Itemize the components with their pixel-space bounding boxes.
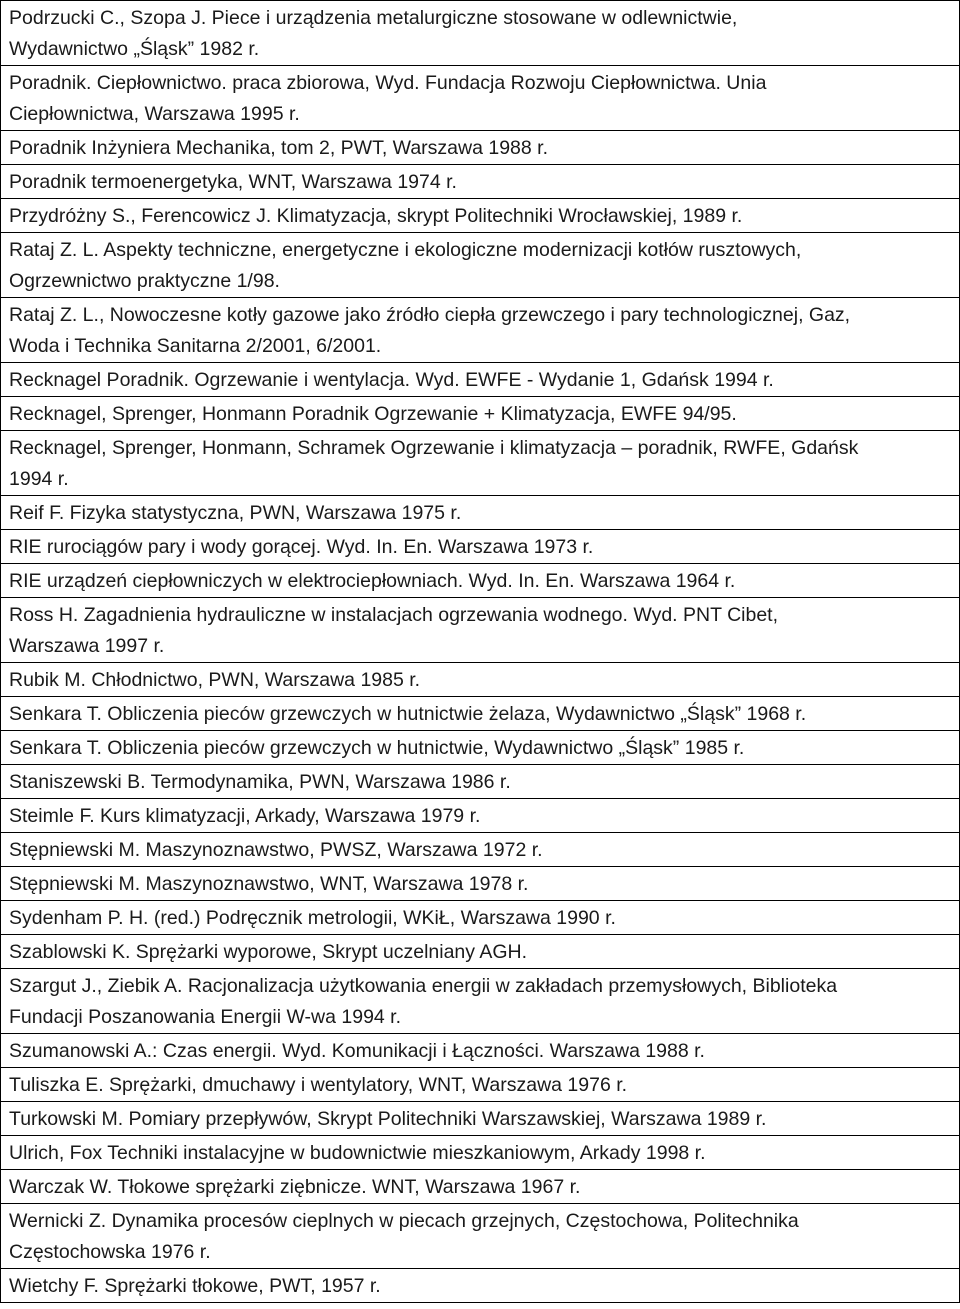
entry-text-line: Stępniewski M. Maszynoznawstwo, PWSZ, Warszawa 1972 r.: [9, 839, 543, 861]
entry-text-line: Turkowski M. Pomiary przepływów, Skrypt Politechniki Warszawskiej, Warszawa 1989 r.: [9, 1108, 767, 1130]
bibliography-entry: [1, 529, 959, 563]
entry-text-line: Woda i Technika Sanitarna 2/2001, 6/2001.: [9, 335, 382, 357]
entry-text-line: Recknagel Poradnik. Ogrzewanie i wentylacja. Wyd. EWFE - Wydanie 1, Gdańsk 1994 r.: [9, 369, 774, 391]
entry-text-line: Senkara T. Obliczenia pieców grzewczych w hutnictwie, Wydawnictwo „Śląsk” 1985 r.: [9, 737, 745, 759]
bibliography-entry: [1, 798, 959, 832]
entry-text-line: Staniszewski B. Termodynamika, PWN, Warszawa 1986 r.: [9, 771, 511, 793]
entry-text-line: 1994 r.: [9, 468, 69, 490]
bibliography-entry: [1, 1203, 959, 1268]
bibliography-entry: [1, 832, 959, 866]
entry-text-line: RIE rurociągów pary i wody gorącej. Wyd. In. En. Warszawa 1973 r.: [9, 536, 594, 558]
entry-text-line: Podrzucki C., Szopa J. Piece i urządzenia metalurgiczne stosowane w odlewnictwie,: [9, 7, 738, 29]
bibliography-entry: [1, 968, 959, 1033]
entry-text-line: Sydenham P. H. (red.) Podręcznik metrologii, WKiŁ, Warszawa 1990 r.: [9, 907, 616, 929]
entry-text-line: Rataj Z. L., Nowoczesne kotły gazowe jako źródło ciepła grzewczego i pary technologicznej, Gaz,: [9, 304, 851, 326]
entry-text-line: Recknagel, Sprenger, Honmann Poradnik Ogrzewanie + Klimatyzacja, EWFE 94/95.: [9, 403, 737, 425]
entry-text-line: Wernicki Z. Dynamika procesów cieplnych w piecach grzejnych, Częstochowa, Politechnika: [9, 1210, 799, 1232]
bibliography-entry: [1, 1169, 959, 1203]
bibliography-entry: [1, 1101, 959, 1135]
entry-text-line: Ciepłownictwa, Warszawa 1995 r.: [9, 103, 300, 125]
entry-text-line: RIE urządzeń ciepłowniczych w elektrociepłowniach. Wyd. In. En. Warszawa 1964 r.: [9, 570, 736, 592]
bibliography-entry: [1, 1067, 959, 1101]
entry-text-line: Wydawnictwo „Śląsk” 1982 r.: [9, 38, 260, 60]
bibliography-entry: [1, 362, 959, 396]
bibliography-entry: [1, 934, 959, 968]
bibliography-entry: [1, 198, 959, 232]
bibliography-entry: [1, 1135, 959, 1169]
bibliography-entry: [1, 900, 959, 934]
bibliography-entry: [1, 0, 959, 65]
bibliography-entry: [1, 65, 959, 130]
entry-text-line: Reif F. Fizyka statystyczna, PWN, Warszawa 1975 r.: [9, 502, 462, 524]
entry-text-line: Poradnik Inżyniera Mechanika, tom 2, PWT, Warszawa 1988 r.: [9, 137, 549, 159]
bibliography-entry: [1, 396, 959, 430]
entry-text-line: Szablowski K. Sprężarki wyporowe, Skrypt uczelniany AGH.: [9, 941, 528, 963]
bibliography-entry: [1, 1268, 959, 1303]
entry-text-line: Ogrzewnictwo praktyczne 1/98.: [9, 270, 280, 292]
bibliography-entry: [1, 696, 959, 730]
entry-text-line: Stępniewski M. Maszynoznawstwo, WNT, Warszawa 1978 r.: [9, 873, 529, 895]
entry-text-line: Ulrich, Fox Techniki instalacyjne w budownictwie mieszkaniowym, Arkady 1998 r.: [9, 1142, 706, 1164]
entry-text-line: Senkara T. Obliczenia pieców grzewczych w hutnictwie żelaza, Wydawnictwo „Śląsk” 1968 r.: [9, 703, 807, 725]
entry-text-line: Warszawa 1997 r.: [9, 635, 165, 657]
bibliography-entry: [1, 164, 959, 198]
entry-text-line: Rataj Z. L. Aspekty techniczne, energetyczne i ekologiczne modernizacji kotłów rusztowych,: [9, 239, 802, 261]
entry-text-line: Szargut J., Ziebik A. Racjonalizacja użytkowania energii w zakładach przemysłowych, Biblioteka: [9, 975, 838, 997]
bibliography-entry: [1, 430, 959, 495]
entry-text-line: Częstochowska 1976 r.: [9, 1241, 211, 1263]
bibliography-entry: [1, 662, 959, 696]
entry-text-line: Recknagel, Sprenger, Honmann, Schramek Ogrzewanie i klimatyzacja – poradnik, RWFE, Gdańsk: [9, 437, 859, 459]
entry-text-line: Szumanowski A.: Czas energii. Wyd. Komunikacji i Łączności. Warszawa 1988 r.: [9, 1040, 705, 1062]
entry-text-line: Warczak W. Tłokowe sprężarki ziębnicze. WNT, Warszawa 1967 r.: [9, 1176, 581, 1198]
bibliography-entry: [1, 730, 959, 764]
bibliography-entry: [1, 764, 959, 798]
entry-text-line: Steimle F. Kurs klimatyzacji, Arkady, Warszawa 1979 r.: [9, 805, 481, 827]
entry-text-line: Poradnik. Ciepłownictwo. praca zbiorowa, Wyd. Fundacja Rozwoju Ciepłownictwa. Unia: [9, 72, 767, 94]
bibliography-entry: [1, 232, 959, 297]
entry-text-line: Poradnik termoenergetyka, WNT, Warszawa 1974 r.: [9, 171, 457, 193]
entry-text-line: Przydróżny S., Ferencowicz J. Klimatyzacja, skrypt Politechniki Wrocławskiej, 1989 r.: [9, 205, 743, 227]
bibliography-entry: [1, 563, 959, 597]
bibliography-entry: [1, 495, 959, 529]
bibliography-entry: [1, 297, 959, 362]
entry-text-line: Rubik M. Chłodnictwo, PWN, Warszawa 1985 r.: [9, 669, 421, 691]
entry-text-line: Fundacji Poszanowania Energii W-wa 1994 r.: [9, 1006, 402, 1028]
bibliography-entry: [1, 866, 959, 900]
entry-text-line: Wietchy F. Sprężarki tłokowe, PWT, 1957 r.: [9, 1275, 381, 1297]
entry-text-line: Ross H. Zagadnienia hydrauliczne w instalacjach ogrzewania wodnego. Wyd. PNT Cibet,: [9, 604, 779, 626]
bibliography-entry: [1, 130, 959, 164]
bibliography-entry: [1, 1033, 959, 1067]
entry-text-line: Tuliszka E. Sprężarki, dmuchawy i wentylatory, WNT, Warszawa 1976 r.: [9, 1074, 628, 1096]
bibliography-entry: [1, 597, 959, 662]
